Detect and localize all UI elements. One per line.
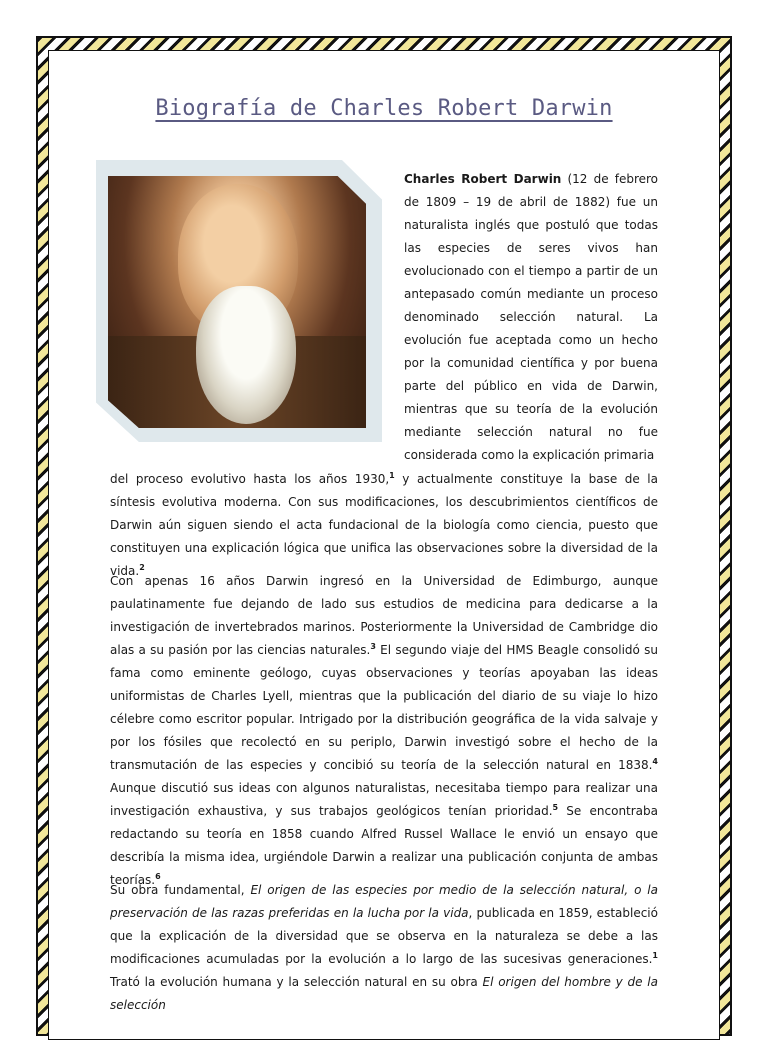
para3-text-c: Trató la evolución humana y la selección natural en su obra	[110, 975, 483, 989]
darwin-portrait	[108, 176, 366, 428]
para3-text-b: , publicada en 1859, estableció que la explicación de la diversidad que se observa en la naturaleza se debe a las modificaciones acumuladas por la evolución a lo largo de las sucesivas generaciones.	[110, 906, 658, 966]
intro-cont-text-b: del proceso evolutivo hasta los años 1930,	[110, 472, 390, 486]
book-title-descent-man: El origen del hombre y de la selección	[110, 975, 658, 1012]
footnote-ref: 1	[652, 951, 658, 960]
intro-continuation	[110, 468, 658, 583]
intro-text: (12 de febrero de 1809 – 19 de abril de 1882) fue un naturalista inglés que postuló que todas las especies de seres vivos han evolucionado con el tiempo a partir de un antepasado común mediante un proceso denominado selección natural. La evolución fue aceptada como un hecho por la comunidad científica y por buena parte del público en vida de Darwin, mientras que su teoría de la evolución mediante selección natural no fue considerada como la explicación primaria	[404, 172, 659, 462]
portrait-beard	[196, 286, 296, 424]
education-paragraph	[110, 570, 658, 892]
page-title: Biografía de Charles Robert Darwin	[155, 96, 613, 121]
footnote-ref: 4	[652, 757, 658, 766]
intro-cont-text-c: y actualmente constituye la base de la síntesis evolutiva moderna. Con sus modificaciones, los descubrimientos científicos de Darwin aún siguen siendo el acta fundacional de la biología como ciencia, puesto que constituyen una explicación lógica que unifica las observaciones sobre la diversidad de la vida.	[110, 472, 658, 578]
subject-name: Charles Robert Darwin	[404, 172, 562, 186]
intro-paragraph	[404, 168, 658, 467]
para3-text-a: Su obra fundamental,	[110, 883, 251, 897]
footnote-ref: 6	[155, 872, 161, 881]
footnote-ref: 3	[370, 642, 376, 651]
para2-text-b: El segundo viaje del HMS Beagle consolidó su fama como eminente geólogo, cuyas observaciones y teorías apoyaban las ideas uniformistas de Charles Lyell, mientras que la publicación del diario de su viaje lo hizo célebre como escritor popular. Intrigado por la distribución geográfica de la vida salvaje y por los fósiles que recolectó en su periplo, Darwin investigó sobre el hecho de la transmutación de las especies y concibió su teoría de la selección natural en 1838.	[110, 643, 658, 772]
book-title-origin-species: El origen de las especies por medio de la selección natural, o la preservación de las razas preferidas en la lucha por la vida	[110, 883, 658, 920]
footnote-ref: 2	[139, 563, 145, 572]
footnote-ref: 1	[389, 471, 395, 480]
para2-text-a: Con apenas 16 años Darwin ingresó en la Universidad de Edimburgo, aunque paulatinamente fue dejando de lado sus estudios de medicina para dedicarse a la investigación de invertebrados marinos. Posteriormente la Universidad de Cambridge dio alas a su pasión por las ciencias naturales.	[110, 574, 658, 657]
para2-text-d: Se encontraba redactando su teoría en 1858 cuando Alfred Russel Wallace le envió un ensayo que describía la misma idea, urgiéndole Darwin a realizar una publicación conjunta de ambas teorías.	[110, 804, 659, 887]
para2-text-c: Aunque discutió sus ideas con algunos naturalistas, necesitaba tiempo para realizar una investigación exhaustiva, y sus trabajos geológicos tenían prioridad.	[110, 781, 658, 818]
footnote-ref: 5	[552, 803, 559, 812]
works-paragraph	[110, 879, 658, 1017]
portrait-frame	[96, 160, 382, 442]
